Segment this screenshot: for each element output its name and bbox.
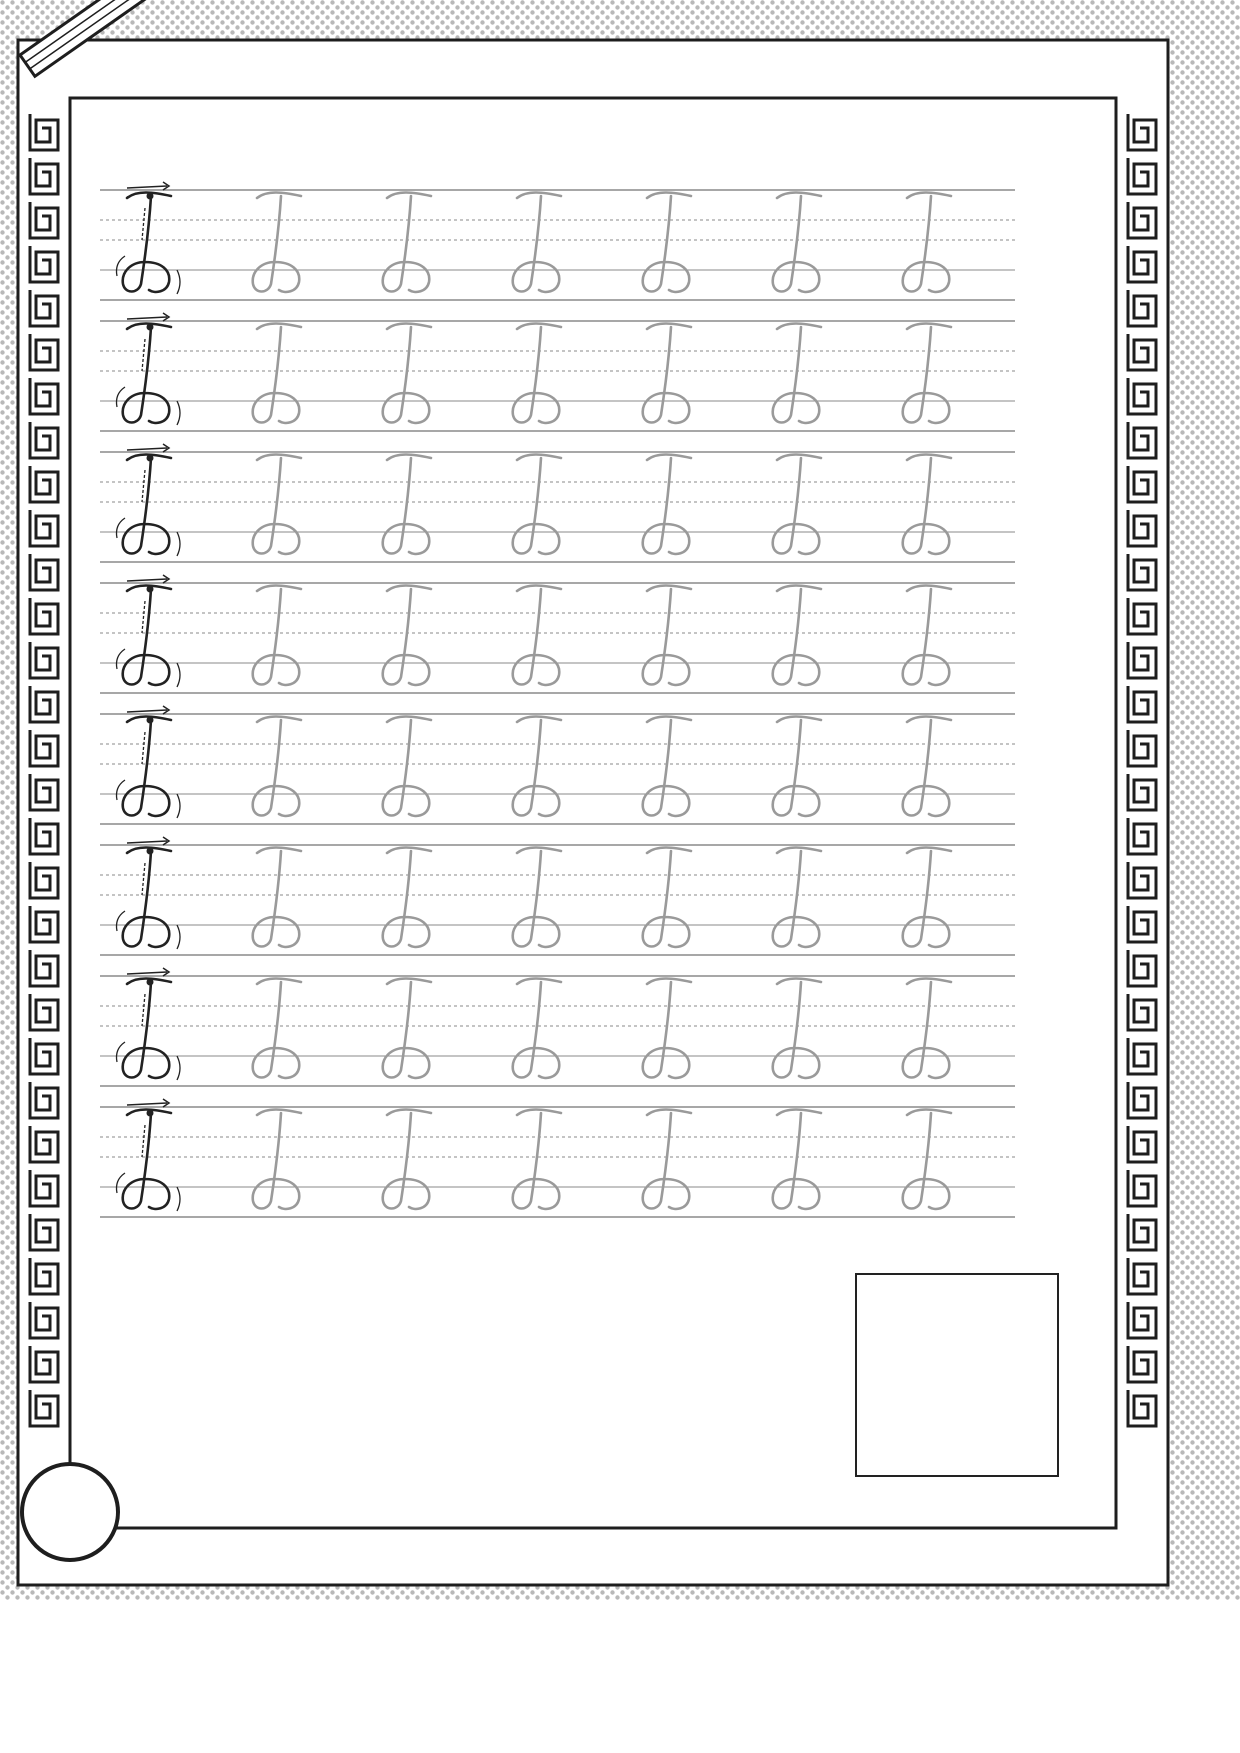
sticker-box[interactable] xyxy=(855,1273,1059,1477)
start-dot-icon xyxy=(147,717,154,724)
start-dot-icon xyxy=(147,979,154,986)
start-dot-icon xyxy=(147,455,154,462)
start-dot-icon xyxy=(147,586,154,593)
start-dot-icon xyxy=(147,848,154,855)
start-dot-icon xyxy=(147,1110,154,1117)
page-number-badge xyxy=(22,1464,118,1560)
start-dot-icon xyxy=(147,324,154,331)
start-dot-icon xyxy=(147,193,154,200)
